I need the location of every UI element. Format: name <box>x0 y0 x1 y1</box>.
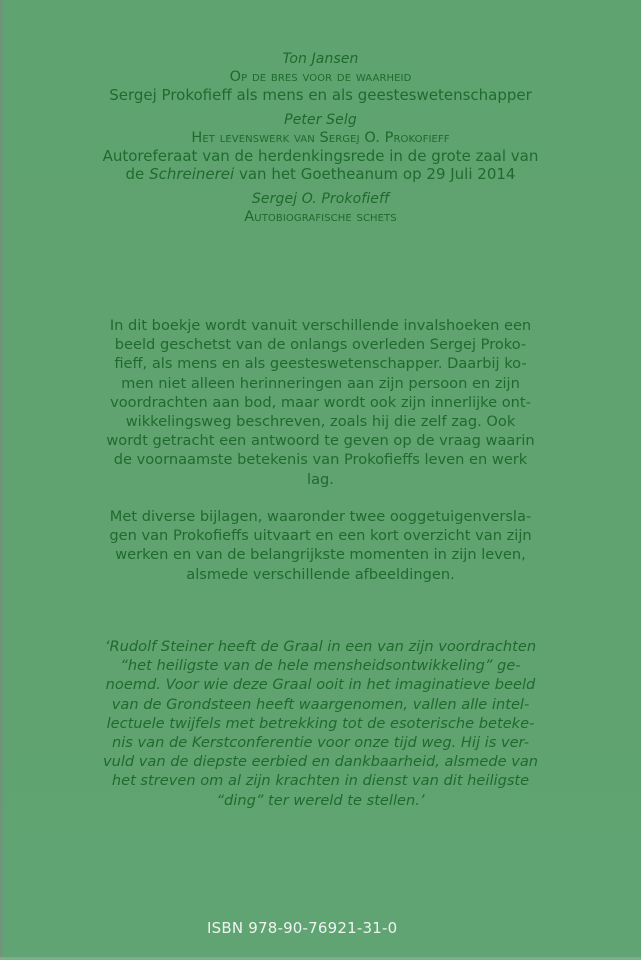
text-line: wordt getracht een antwoord te geven op de vraag waarin <box>106 432 535 450</box>
work-subtitle-line-2 <box>0 165 641 183</box>
description-paragraph-1 <box>84 316 557 489</box>
subtitle-text-post: van het Goetheanum op 29 Juli 2014 <box>234 165 516 183</box>
text-line: Met diverse bijlagen, waaronder twee ooggetuigenversla- <box>109 508 532 525</box>
subtitle-text-pre: de <box>125 165 150 183</box>
description-paragraph-2 <box>84 507 557 584</box>
text-line: alsmede verschillende afbeeldingen. <box>186 565 455 583</box>
text-line: beeld geschetst van de onlangs overleden Sergej Proko- <box>114 336 527 354</box>
isbn-number: ISBN 978-90-76921-31-0 <box>207 919 398 937</box>
quote-line: het streven om al zijn krachten in dienst van dit heiligste <box>111 772 530 790</box>
quote-block <box>80 637 561 810</box>
text-line: lag. <box>307 470 334 488</box>
quote-line: nis van de Kerstconferentie voor onze tijd weg. Hij is ver- <box>111 734 530 752</box>
text-line: de voornaamste betekenis van Prokofieffs leven en werk <box>113 451 528 469</box>
quote-line: noemd. Voor wie deze Graal ooit in het imaginatieve beeld <box>105 676 536 694</box>
subtitle-text-emphasis: Schreinerei <box>149 165 235 183</box>
work-author: Ton Jansen <box>282 51 359 67</box>
work-entry-peter-selg <box>0 111 641 183</box>
work-entry-prokofieff <box>0 190 641 226</box>
quote-line: “het heiligste van de hele mensheidsontwikkeling” ge- <box>120 657 521 675</box>
quote-line: ‘Rudolf Steiner heeft de Graal in een van zijn voordrachten <box>104 638 537 655</box>
work-author: Sergej O. Prokofieff <box>251 191 390 207</box>
quote-line: “ding” ter wereld te stellen.’ <box>216 791 425 809</box>
text-line: In dit boekje wordt vanuit verschillende invalshoeken een <box>109 317 532 334</box>
text-line: werken en van de belangrijkste momenten in zijn leven, <box>115 546 526 564</box>
text-line: men niet alleen herinneringen aan zijn persoon en zijn <box>121 374 520 392</box>
work-title: Autobiografische schets <box>244 209 397 225</box>
text-line: voordrachten aan bod, maar wordt ook zijn innerlijke ont- <box>110 393 531 411</box>
work-title: Het levenswerk van Sergej O. Prokofieff <box>191 130 450 146</box>
quote-line: lectuele twijfels met betrekking tot de esoterische beteke- <box>106 714 535 732</box>
work-subtitle-line-1: Autoreferaat van de herdenkingsrede in de grote zaal van <box>102 147 539 165</box>
text-line: wikkelingsweg beschreven, zoals hij die zelf zag. Ook <box>125 413 516 431</box>
text-line: fieff, als mens en als geesteswetenschapper. Daarbij ko- <box>114 355 527 373</box>
quote-line: van de Grondsteen heeft waargenomen, vallen alle intel- <box>111 695 530 713</box>
work-author: Peter Selg <box>284 112 357 128</box>
work-subtitle: Sergej Prokofieff als mens en als geesteswetenschapper <box>109 86 532 104</box>
work-entry-ton-jansen <box>0 50 641 104</box>
text-line: gen van Prokofieffs uitvaart en een kort overzicht van zijn <box>109 527 532 545</box>
quote-line: vuld van de diepste eerbied en dankbaarheid, alsmede van <box>102 753 539 771</box>
work-title: Op de bres voor de waarheid <box>229 69 412 85</box>
